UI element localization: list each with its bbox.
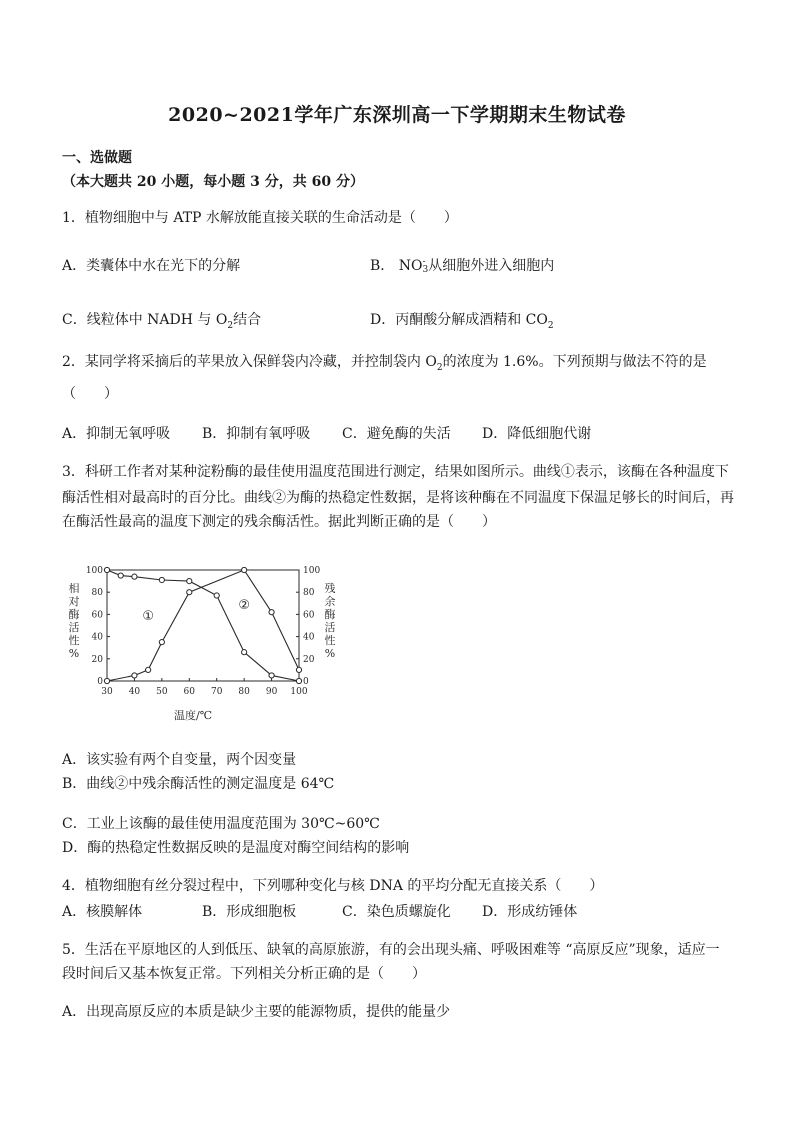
series-label-1: ①: [142, 608, 154, 624]
q3-stem-line3: 在酶活性最高的温度下测定的残余酶活性。据此判断正确的是（ ）: [62, 514, 496, 530]
q1-option-d: D．丙酮酸分解成酒精和 $CO_2$: [370, 312, 554, 331]
data-point-series-1: [296, 667, 301, 672]
q3-stem-line2: 酶活性相对最高时的百分比。曲线②为酶的热稳定性数据，是将该种酶在不同温度下保温足够长的时间后，再: [62, 490, 734, 506]
x-axis-label: 温度/℃: [173, 709, 213, 722]
y-tick-label-right: 20: [303, 654, 315, 665]
y-tick-label-right: 100: [303, 566, 321, 576]
q2-paren: （ ）: [62, 386, 118, 402]
data-point-series-2: [132, 574, 137, 579]
data-point-series-2: [269, 673, 274, 678]
q1-stem: 1．植物细胞中与 ATP 水解放能直接关联的生命活动是（ ）: [62, 210, 458, 226]
q1-option-a: A．类囊体中水在光下的分解: [62, 258, 241, 274]
data-point-series-2: [104, 567, 109, 572]
q3-option-d: D．酶的热稳定性数据反映的是温度对酶空间结构的影响: [62, 840, 410, 856]
data-point-series-1: [187, 590, 192, 595]
y-tick-label-left: 20: [91, 654, 103, 665]
data-point-series-1: [104, 678, 109, 683]
q4-option-c: C．染色质螺旋化: [342, 904, 451, 920]
q3-stem-line1: 3．科研工作者对某种淀粉酶的最佳使用温度范围进行测定，结果如图所示。曲线①表示，该酶在各种温度下: [62, 464, 729, 480]
q4-option-b: B．形成细胞板: [202, 904, 297, 920]
enzyme-activity-chart: [62, 560, 342, 730]
x-tick-label: 100: [290, 687, 308, 697]
y-tick-label-left: 100: [85, 566, 103, 576]
data-point-series-1: [146, 667, 151, 672]
series-line-1: [107, 570, 299, 681]
y-tick-label-left: 60: [91, 610, 103, 621]
q2-option-d: D．降低细胞代谢: [482, 426, 592, 442]
x-tick-label: 70: [210, 687, 223, 697]
y-axis-label-left: 相对酶活性%: [68, 582, 80, 660]
x-tick-label: 30: [101, 687, 113, 697]
q4-option-a: A．核膜解体: [62, 904, 143, 920]
y-tick-label-left: 80: [91, 588, 103, 599]
x-tick-label: 90: [265, 687, 278, 697]
section-heading: 一、选做题: [62, 150, 132, 166]
data-point-series-2: [118, 573, 123, 578]
data-point-series-1: [269, 610, 274, 615]
y-axis-label-right: 残余酶活性%: [324, 582, 336, 660]
x-tick-label: 60: [183, 687, 196, 697]
q2-option-b: B．抑制有氧呼吸: [202, 426, 311, 442]
data-point-series-2: [214, 593, 219, 598]
data-point-series-1: [132, 673, 137, 678]
q4-stem: 4．植物细胞有丝分裂过程中，下列哪种变化与核 DNA 的平均分配无直接关系（ ）: [62, 878, 604, 894]
q4-option-d: D．形成纺锤体: [482, 904, 578, 920]
q2-option-c: C．避免酶的失活: [342, 426, 451, 442]
y-tick-label-right: 80: [303, 588, 315, 599]
x-tick-label: 80: [238, 687, 250, 697]
data-point-series-2: [187, 579, 192, 584]
data-point-series-2: [242, 650, 247, 655]
q3-option-a: A．该实验有两个自变量，两个因变量: [62, 752, 297, 768]
q3-option-b: B．曲线②中残余酶活性的测定温度是 64℃: [62, 776, 335, 792]
data-point-series-1: [242, 567, 247, 572]
series-label-2: ②: [238, 597, 250, 613]
q1-option-b: B． NO - 3 从细胞外进入细胞内: [370, 257, 555, 275]
x-tick-label: 50: [156, 687, 168, 697]
q5-stem-line2: 段时间后又基本恢复正常。下列相关分析正确的是（ ）: [62, 966, 426, 982]
page-title: 2020~2021学年广东深圳高一下学期期末生物试卷: [168, 104, 626, 126]
q5-option-a: A．出现高原反应的本质是缺少主要的能源物质，提供的能量少: [62, 1004, 451, 1020]
section-note: （本大题共 20 小题，每小题 3 分，共 60 分）: [62, 174, 364, 190]
data-point-series-1: [159, 640, 164, 645]
y-tick-label-left: 40: [91, 632, 103, 643]
q1-option-c: C．线粒体中 NADH 与 $O_2$结合: [62, 312, 262, 331]
y-tick-label-right: 0: [303, 677, 309, 687]
q3-option-c: C．工业上该酶的最佳使用温度范围为 30℃~60℃: [62, 816, 380, 832]
data-point-series-2: [159, 577, 164, 582]
q2-option-a: A．抑制无氧呼吸: [62, 426, 171, 442]
y-tick-label-right: 40: [303, 632, 315, 643]
q5-stem-line1: 5．生活在平原地区的人到低压、缺氧的高原旅游，有的会出现头痛、呼吸困难等 “高原反应”现象，适应一: [62, 942, 720, 958]
y-tick-label-right: 60: [303, 610, 315, 621]
y-tick-label-left: 0: [97, 677, 103, 687]
x-tick-label: 40: [128, 687, 141, 697]
data-point-series-2: [296, 678, 301, 683]
q2-stem: 2．某同学将采摘后的苹果放入保鲜袋内冷藏，并控制袋内 $O_2$的浓度为 1.6%。下列预期与做法不符的是: [62, 354, 707, 373]
